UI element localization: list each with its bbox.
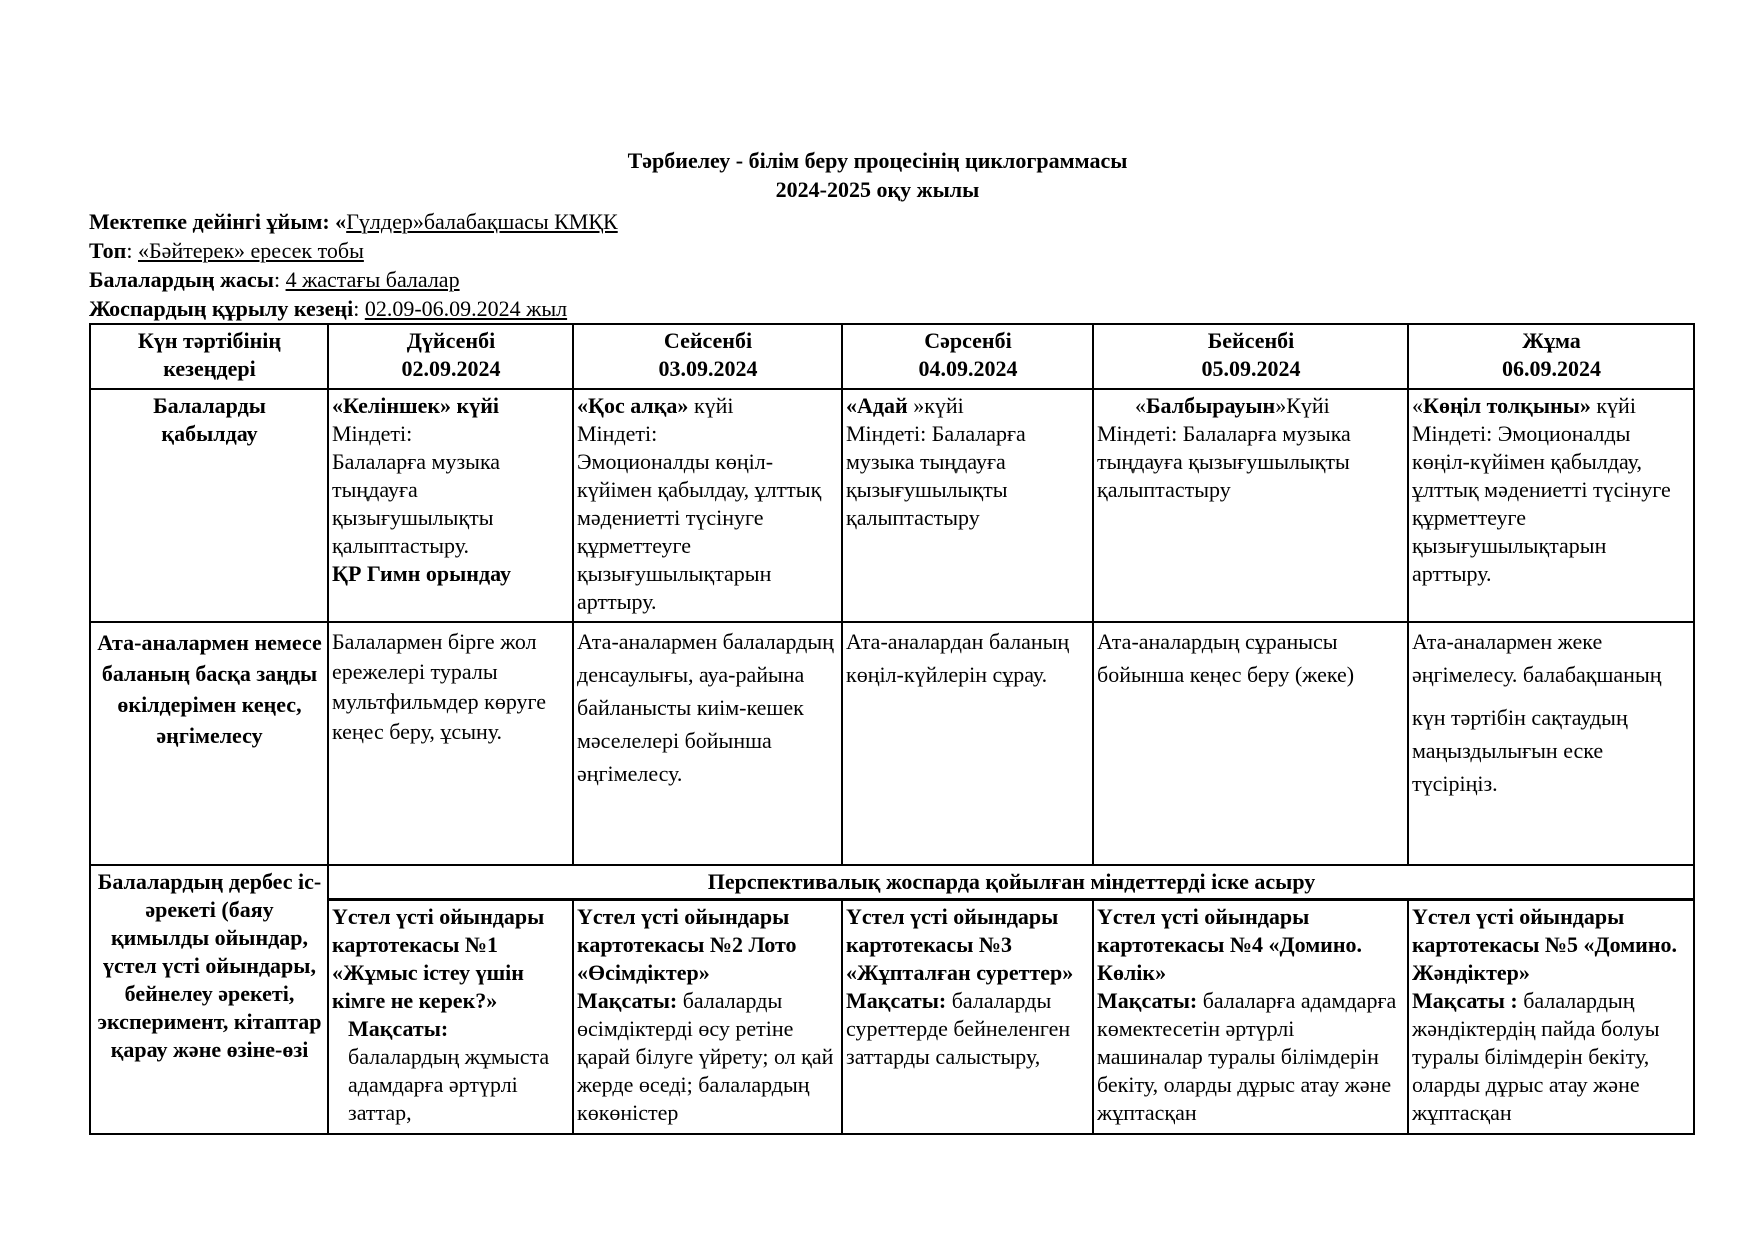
melody-suffix: күйі — [688, 393, 734, 418]
label-line1: Балаларды — [153, 393, 266, 418]
row-label-parents: Ата-аналармен немесе баланың басқа заңды өкілдерімен кеңес, әңгімелесу — [90, 622, 328, 865]
day-name: Бейсенбі — [1207, 328, 1295, 353]
group-label: Топ — [89, 238, 127, 263]
goal-label: Мақсаты: — [348, 1016, 449, 1041]
meta-period: Жоспардың құрылу кезеңі: 02.09-06.09.2024 жыл — [89, 296, 568, 321]
reception-mon — [328, 389, 573, 622]
day-name: Сәрсенбі — [924, 328, 1012, 353]
meta-organization — [89, 207, 618, 236]
parents-fri-part2: күн тәртібін сақтаудың маңыздылығын еске түсіріңіз. — [1412, 705, 1628, 796]
melody-title: «Адай — [846, 393, 908, 418]
parents-fri — [1408, 622, 1694, 865]
row-reception — [90, 389, 1694, 622]
group-value: «Бәйтерек» ересек тобы — [138, 238, 364, 263]
corner-line1: Күн тәртібінің — [137, 328, 282, 353]
task-text: Міндеті: Балаларға музыка тыңдауға қызығушылықты қалыптастыру — [846, 421, 1026, 530]
task-text: Міндеті: Эмоционалды көңіл-күйімен қабылдау, ұлттық мәдениетті түсінуге құрметтеуге қызығушылықтарын арттыру. — [1412, 421, 1671, 586]
parents-fri-part1: Ата-аналармен жеке әңгімелесу. балабақшаның — [1412, 629, 1662, 687]
day-date: 06.09.2024 — [1502, 356, 1601, 381]
melody-title: Көңіл толқыны» — [1423, 393, 1591, 418]
game-title: Үстел үсті ойындары картотекасы №4 «Домино. Көлік» — [1097, 904, 1363, 985]
goal-text: балаларды өсімдіктерді өсу ретіне қарай білуге үйрету; ол қай жерде өседі; балалардың көкөністер — [577, 988, 834, 1125]
goal-label: Мақсаты: — [846, 988, 947, 1013]
label-line2: қабылдау — [161, 421, 258, 446]
corner-cell — [90, 324, 328, 389]
row-label-reception — [90, 389, 328, 622]
parents-thu: Ата-аналардың сұранысы бойынша кеңес беру (жеке) — [1093, 622, 1408, 865]
reception-wed — [842, 389, 1093, 622]
melody-suffix: »Күйі — [1275, 393, 1330, 418]
goal-label: Мақсаты: — [577, 988, 678, 1013]
age-value: 4 жастағы балалар — [285, 267, 460, 292]
task-label: Міндеті: — [577, 421, 658, 446]
parents-tue: Ата-аналармен балалардың денсаулығы, ауа-райына байланысты киім-кешек мәселелері бойынша әңгімелесу. — [573, 622, 842, 865]
document-title: Тәрбиелеу - білім беру процесінің циклограммасы — [627, 148, 1128, 173]
melody-title: «Қос алқа» — [577, 393, 689, 418]
goal-text: балалардың жәндіктердің пайда болуы туралы білімдерін бекіту, оларды дұрыс атау және жұптасқан — [1412, 988, 1660, 1125]
day-header-mon — [328, 324, 573, 389]
games-tue — [573, 900, 842, 1134]
day-date: 02.09.2024 — [401, 356, 501, 381]
academic-year: 2024-2025 оқу жылы — [775, 177, 980, 202]
goal-label: Мақсаты: — [1097, 988, 1198, 1013]
parents-mon: Балалармен бірге жол ережелері туралы мультфильмдер көруге кеңес беру, ұсыну. — [328, 622, 573, 865]
row-independent-perspective — [90, 865, 1694, 900]
row-independent-games — [90, 900, 1694, 1134]
day-date: 05.09.2024 — [1201, 356, 1301, 381]
parents-wed: Ата-аналардан баланың көңіл-күйлерін сұрау. — [842, 622, 1093, 865]
melody-title: «Келіншек» күйі — [332, 393, 499, 418]
org-value: Гүлдер»балабақшасы КМҚК — [346, 209, 618, 234]
day-name: Дүйсенбі — [406, 328, 496, 353]
day-date: 03.09.2024 — [658, 356, 758, 381]
day-header-tue — [573, 324, 842, 389]
meta-group: Топ: «Бәйтерек» ересек тобы — [89, 238, 364, 263]
day-header-thu — [1093, 324, 1408, 389]
corner-line2: кезеңдері — [163, 356, 256, 381]
reception-thu — [1093, 389, 1408, 622]
period-label: Жоспардың құрылу кезеңі — [89, 296, 354, 321]
quote-open: « — [1412, 393, 1423, 418]
reception-tue — [573, 389, 842, 622]
goal-text: балалардың жұмыста адамдарға әртүрлі заттар, — [348, 1044, 550, 1125]
day-name: Жұма — [1522, 328, 1581, 353]
day-name: Сейсенбі — [663, 328, 753, 353]
task-label: Міндеті: — [332, 421, 413, 446]
header-row — [90, 324, 1694, 389]
game-title: Үстел үсті ойындары картотекасы №1 «Жұмыс істеу үшін кімге не керек?» — [332, 904, 545, 1013]
game-title: Үстел үсті ойындары картотекасы №5 «Домино. Жәндіктер» — [1412, 904, 1678, 985]
game-title: Үстел үсті ойындары картотекасы №3 «Жұпталған суреттер» — [846, 904, 1074, 985]
goal-text: балаларға адамдарға көмектесетін әртүрлі машиналар туралы білімдерін бекіту, оларды дұрыс атау және жұптасқан — [1097, 988, 1397, 1125]
goal-label: Мақсаты : — [1412, 988, 1518, 1013]
games-wed — [842, 900, 1093, 1134]
melody-suffix: »күйі — [907, 393, 964, 418]
goal-text: балаларды суреттерде бейнеленген заттарды салыстыру, — [846, 988, 1071, 1069]
org-label: Мектепке дейінгі ұйым: « — [89, 209, 347, 234]
melody-suffix: күйі — [1590, 393, 1636, 418]
day-header-wed — [842, 324, 1093, 389]
games-fri — [1408, 900, 1694, 1134]
row-label-independent: Балалардың дербес іс-әрекеті (баяу қимылды ойындар, үстел үсті ойындары, бейнелеу әрекеті, эксперимент, кітаптар қарау және өзіне-өзі — [90, 865, 328, 1134]
meta-age: Балалардың жасы: 4 жастағы балалар — [89, 267, 460, 292]
task-text: Эмоционалды көңіл-күйімен қабылдау, ұлттық мәдениетті түсінуге құрметтеуге қызығушылықтарын арттыру. — [577, 449, 822, 614]
task-text: Балаларға музыка тыңдауға қызығушылықты қалыптастыру. — [332, 449, 501, 558]
day-date: 04.09.2024 — [918, 356, 1018, 381]
reception-fri — [1408, 389, 1694, 622]
melody-title: Балбырауын — [1146, 393, 1276, 418]
games-mon — [328, 900, 573, 1134]
task-text: Міндеті: Балаларға музыка тыңдауға қызығушылықты қалыптастыру — [1097, 421, 1351, 502]
quote-open: « — [1135, 393, 1146, 418]
cyclogram-table — [89, 323, 1695, 1135]
day-header-fri — [1408, 324, 1694, 389]
row-parents — [90, 622, 1694, 865]
age-label: Балалардың жасы — [89, 267, 274, 292]
period-value: 02.09-06.09.2024 жыл — [364, 296, 568, 321]
games-thu — [1093, 900, 1408, 1134]
anthem-note: ҚР Гимн орындау — [332, 561, 511, 586]
perspective-heading: Перспективалық жоспарда қойылған міндеттерді іске асыру — [328, 865, 1694, 900]
game-title: Үстел үсті ойындары картотекасы №2 Лото «Өсімдіктер» — [577, 904, 797, 985]
